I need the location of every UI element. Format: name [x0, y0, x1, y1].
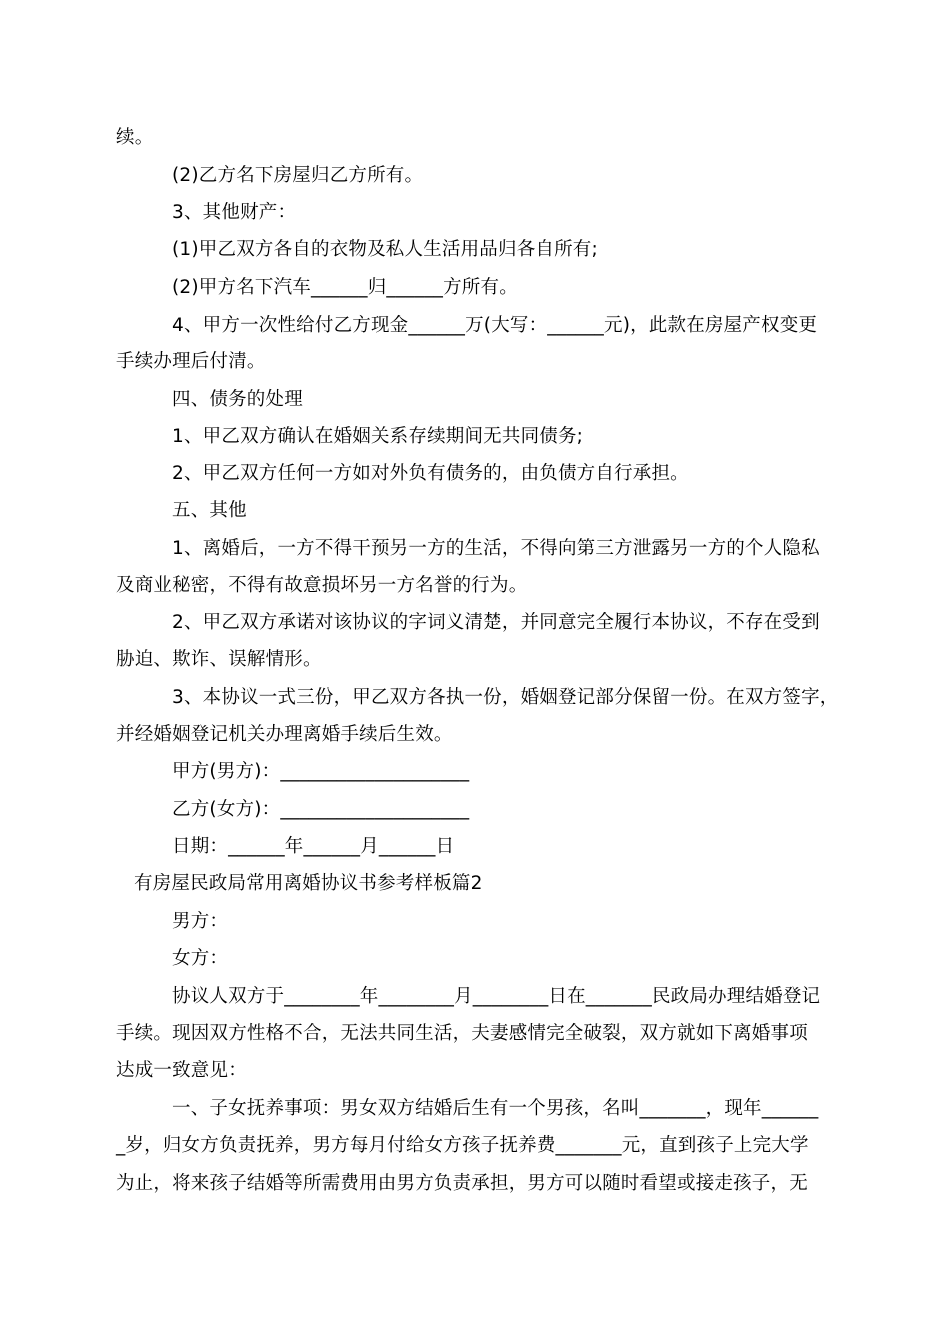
document-title: 有房屋民政局常用离婚协议书参考样板篇2	[134, 873, 483, 894]
text-line: 协议人双方于________年________月________日在_______民政局办理结婚登记	[172, 986, 821, 1007]
text-line: 女方：	[172, 948, 229, 969]
text-line: 及商业秘密，不得有故意损坏另一方名誉的行为。	[116, 575, 528, 596]
section-heading: 五、其他	[172, 500, 247, 521]
text-line: 2、甲乙双方承诺对该协议的字词义清楚，并同意完全履行本协议，不存在受到	[172, 612, 820, 633]
text-line: 1、甲乙双方确认在婚姻关系存续期间无共同债务;	[172, 426, 584, 447]
text-line: (2)甲方名下汽车______归______方所有。	[172, 277, 518, 298]
text-line: 为止，将来孩子结婚等所需费用由男方负责承担，男方可以随时看望或接走孩子，无	[116, 1173, 808, 1194]
date-line: 日期：______年______月______日	[172, 836, 455, 857]
text-line: 男方：	[172, 911, 229, 932]
text-line: 胁迫、欺诈、误解情形。	[116, 649, 322, 670]
text-line: 一、子女抚养事项：男女双方结婚后生有一个男孩，名叫_______，现年______	[172, 1098, 819, 1119]
text-line: 1、离婚后，一方不得干预另一方的生活，不得向第三方泄露另一方的个人隐私	[172, 538, 820, 559]
section-heading: 四、债务的处理	[172, 389, 303, 410]
text-line: 并经婚姻登记机关办理离婚手续后生效。	[116, 724, 453, 745]
text-line: (2)乙方名下房屋归乙方所有。	[172, 165, 424, 186]
text-line: 4、甲方一次性给付乙方现金______万(大写：______元)，此款在房屋产权变更	[172, 315, 818, 336]
text-line: 手续。现因双方性格不合，无法共同生活，夫妻感情完全破裂，双方就如下离婚事项	[116, 1023, 808, 1044]
section-heading: 3、其他财产：	[172, 202, 297, 223]
text-line: 2、甲乙双方任何一方如对外负有债务的，由负债方自行承担。	[172, 463, 689, 484]
text-line: (1)甲乙双方各自的衣物及私人生活用品归各自所有;	[172, 239, 598, 260]
text-line: 手续办理后付清。	[116, 351, 266, 372]
text-line: 3、本协议一式三份，甲乙双方各执一份，婚姻登记部分保留一份。在双方签字，	[172, 687, 839, 708]
signature-line-party-b: 乙方(女方)：____________________	[172, 799, 470, 820]
signature-line-party-a: 甲方(男方)：____________________	[172, 761, 470, 782]
text-line: 续。	[116, 127, 154, 148]
text-line: 达成一致意见：	[116, 1060, 247, 1081]
text-line: _岁，归女方负责抚养，男方每月付给女方孩子抚养费_______元，直到孩子上完大学	[116, 1135, 809, 1156]
